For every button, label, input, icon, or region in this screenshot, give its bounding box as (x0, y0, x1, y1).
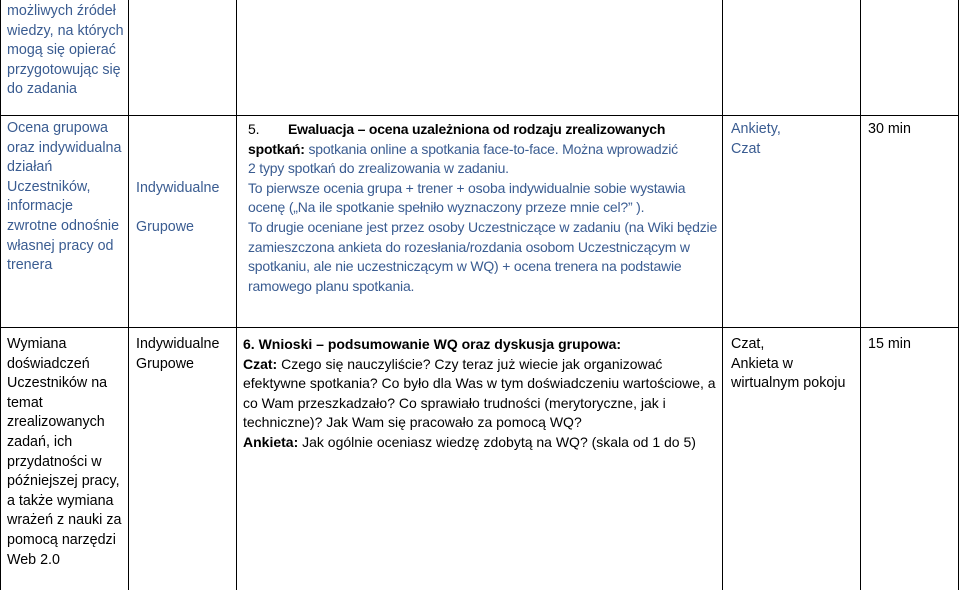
row1-tool-chat: Czat (731, 140, 761, 157)
row1-line1: spotkania online a spotkania face-to-face. Można wprowadzić (304, 140, 678, 157)
table-divider-col3 (722, 0, 723, 590)
row1-time-cell (868, 120, 956, 140)
row2-tool-chat: Czat, (731, 336, 765, 352)
row1-line2: 2 typy spotkań do zrealizowania w zadaniu. (248, 160, 509, 177)
row1-item-number: 5. (248, 121, 260, 137)
table-divider-col4 (860, 0, 861, 590)
row1-content-cell (248, 120, 718, 296)
row1-heading-cont: spotkań: (248, 140, 305, 157)
table-divider-col2 (236, 0, 237, 590)
row1-form-group: Grupowe (136, 219, 195, 236)
row2-form-individual: Indywidualne (136, 336, 220, 352)
row2-time-cell (868, 335, 956, 355)
row2-tools-cell (731, 335, 857, 394)
row2-time: 15 min (868, 336, 911, 352)
row2-form-cell (136, 335, 234, 374)
row1-tool-surveys: Ankiety, (731, 121, 781, 137)
row1-description-cell (7, 119, 125, 276)
row2-content-cell (243, 335, 719, 453)
row2-chat-label: Czat: (243, 355, 278, 372)
row2-chat-text: Czego się nauczyliście? Czy teraz już wiecie jak organizować efektywne spotkania? Co było dla Was w tym doświadczeniu wartościowe, a co Wam przeszkadzało? Co sprawiało trudności (merytoryczne, jak i techniczne)? Jak Wam się pracowało za pomocą WQ? (243, 355, 716, 431)
row2-form-group: Grupowe (136, 355, 195, 372)
row2-heading: Wnioski – podsumowanie WQ oraz dyskusja grupowa: (258, 336, 622, 352)
table-border-left (0, 0, 1, 590)
row2-description: Wymiana doświadczeń Uczestników na temat zrealizowanych zadań, ich przydatności w późniejszej pracy, a także wymiana wrażeń z nauki za pomocą narzędzi Web 2.0 (7, 336, 122, 568)
table-row-divider-2 (0, 327, 959, 328)
row0-description: możliwych źródeł wiedzy, na których mogą się opierać przygotowując się do zadania (7, 3, 124, 98)
row2-description-cell (7, 335, 125, 570)
row1-para3: To drugie oceniane jest przez osoby Uczestniczące w zadaniu (na Wiki będzie zamieszczona ankieta do rozesłania/rozdania osobom Uczestniczącym w spotkaniu, ale nie uczestniczącym w WQ) + ocena trenera na podstawie ramowego planu spotkania. (248, 218, 718, 294)
row2-tool-survey: Ankieta w wirtualnym pokoju (731, 355, 846, 392)
row1-form-individual: Indywidualne (136, 180, 220, 196)
row2-item-number: 6. (243, 336, 255, 352)
table-divider-col1 (128, 0, 129, 590)
row1-tools-cell (731, 120, 857, 159)
row1-para2: To pierwsze ocenia grupa + trener + osoba indywidualnie sobie wystawia ocenę („Na ile spotkanie spełniło wyznaczony przeze mnie cel?” ). (248, 179, 686, 216)
table-row (7, 2, 125, 100)
row1-time: 30 min (868, 121, 911, 137)
row2-survey-label: Ankieta: (243, 433, 299, 450)
row2-survey-text: Jak ogólnie oceniasz wiedzę zdobytą na WQ? (skala od 1 do 5) (298, 433, 696, 450)
row1-description: Ocena grupowa oraz indywidualna działań Uczestników, informacje zwrotne odnośnie własnej pracy od trenera (7, 120, 122, 274)
row1-form-cell (136, 179, 234, 238)
row1-heading: Ewaluacja – ocena uzależniona od rodzaju zrealizowanych (288, 121, 666, 137)
table-row-divider-1 (0, 115, 959, 116)
